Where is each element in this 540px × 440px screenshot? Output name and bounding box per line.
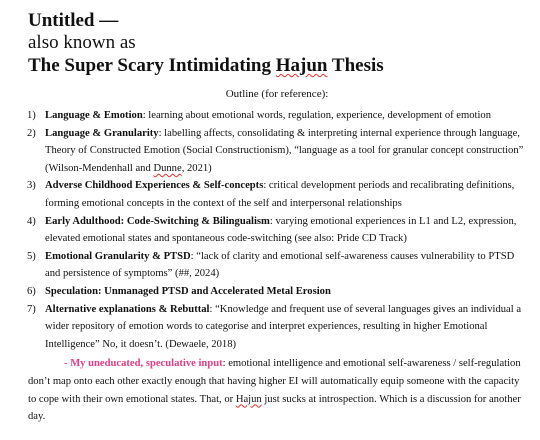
item-separator: :: [97, 285, 105, 297]
spellcheck-flagged-word[interactable]: Hajun: [235, 393, 262, 405]
item-heading: Early Adulthood: [45, 215, 121, 227]
item-text: : “lack of clarity and emotional self-awareness causes vulnerability to PTSD and persistence of symptoms” (##, 2024): [45, 250, 515, 280]
note-highlight: My uneducated, speculative input: [70, 358, 223, 370]
item-heading: Code-Switching & Bilingualism: [126, 215, 270, 227]
title-prefix: The Super Scary Intimidating: [28, 55, 276, 76]
item-text: : “Knowledge and frequent use of several languages gives an individual a wider repository of emotion words to categorise and interpret experiences, resulting in higher Emotional Intelligence” No, it doesn’t. (Dewaele, 2018): [45, 303, 522, 350]
outline-list: [28, 107, 526, 353]
title-suffix: Thesis: [327, 55, 384, 76]
item-heading: Language & Emotion: [45, 110, 143, 121]
outline-item: [28, 213, 526, 248]
item-heading: Emotional Granularity & PTSD: [45, 250, 191, 262]
item-text: : learning about emotional words, regulation, experience, development of emotion: [142, 110, 492, 121]
item-heading: Adverse Childhood Experiences & Self-concepts: [45, 180, 264, 192]
document-title: [28, 54, 526, 77]
item-number: 3): [27, 180, 36, 192]
spellcheck-flagged-word[interactable]: Dunne: [153, 162, 182, 174]
speculative-note: [28, 355, 526, 425]
outline-item: [28, 177, 526, 212]
spellcheck-flagged-word[interactable]: Hajun: [275, 55, 328, 76]
outline-heading: Outline (for reference):: [225, 88, 329, 100]
item-text: : varying emotional experiences in L1 and L2, expression, elevated emotional states and spontaneous code-switching (see also: Pride CD Track): [45, 215, 517, 245]
note-text: just sucks at introspection. Which is a discussion for another day.: [28, 393, 521, 423]
title-line-2: also known as: [28, 32, 136, 53]
item-heading: Language & Granularity: [45, 127, 159, 139]
note-dash: -: [64, 358, 71, 370]
outline-item: [28, 283, 526, 301]
item-heading: Unmanaged PTSD and Accelerated Metal Erosion: [104, 285, 331, 297]
item-number: 5): [27, 250, 36, 262]
outline-item: [28, 248, 526, 283]
item-number: 6): [27, 285, 36, 297]
item-number: 1): [27, 110, 36, 121]
item-number: 2): [27, 127, 36, 139]
item-number: 7): [27, 303, 36, 315]
title-line-1: Untitled —: [28, 10, 119, 31]
item-heading: Alternative explanations & Rebuttal: [45, 303, 210, 315]
item-separator: :: [120, 215, 127, 227]
item-heading: Speculation: [45, 285, 98, 297]
outline-item: [28, 301, 526, 354]
outline-item: [28, 125, 526, 178]
item-text: : labelling affects, consolidating & interpreting internal experience through language, Theory of Constructed Emotion (Social Constructionism), “language as a tool for granular concept construction” (Wilson-Mendenhall and: [45, 127, 524, 174]
item-number: 4): [27, 215, 36, 227]
item-text: , 2021): [181, 162, 212, 174]
outline-item: [28, 107, 526, 125]
item-text: : critical development periods and recalibrating definitions, forming emotional concepts in the context of the self and interpersonal relationships: [45, 180, 515, 209]
note-text: : emotional intelligence and emotional self-awareness / self-regulation don’t map onto each other exactly enough that having higher EI will automatically equip someone with the capacity to cope with their own emotional states. That, or: [28, 358, 521, 405]
